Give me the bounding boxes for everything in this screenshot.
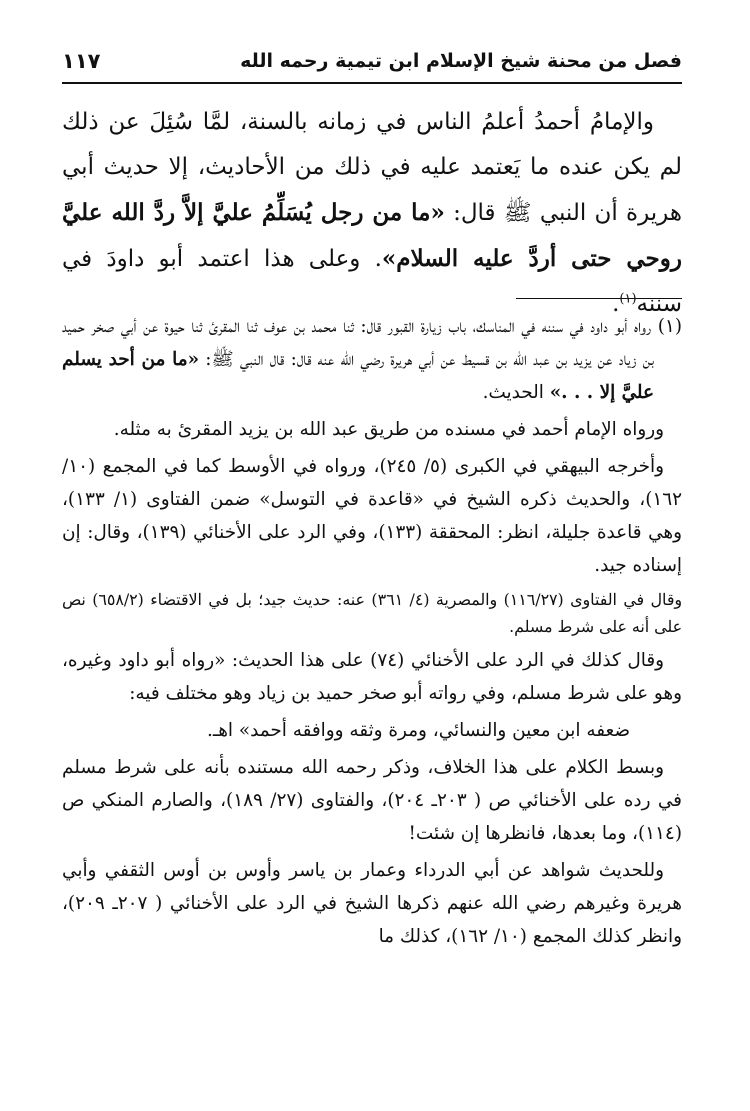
main-paragraph (62, 100, 682, 327)
book-page (62, 0, 682, 1111)
footnote-quote-line: ضعفه ابن معين والنسائي، ومرة وثقه ووافقه أحمد» اهـ. (206, 720, 630, 741)
main-text-b: . وعلى هذا اعتمد أبو داودَ في سننه (62, 246, 682, 317)
main-text (62, 100, 682, 327)
footnote-ref: (١) (619, 291, 637, 307)
footnote-small-note: وقال في الفتاوى (١١٦/٢٧) والمصرية (٤/ ٣٦١) عنه: حديث جيد؛ بل في الاقتضاء (٦٥٨/٢) نص على أنه على شرط مسلم. (62, 590, 682, 636)
footnote-rule (516, 298, 682, 299)
header-rule (62, 82, 682, 84)
footnotes (62, 310, 682, 957)
footnote-1-text: (١) رواه أبو داود في سننه في المناسك، باب زيارة القبور قال: ثنا محمد بن عوف ثنا المقرئ ثنا حيوة عن أبي صخر حميد بن زياد عن يزيد بن عبد الله بن قسيط عن أبي هريرة رضي الله عنه قال: قال النبي ﷺ: (62, 316, 682, 370)
main-text-end: . (612, 291, 620, 317)
footnote-1 (62, 310, 682, 409)
footnote-1-quote: «ما من أحد يسلم عليَّ إلا . . .» (62, 349, 654, 403)
footnote-1-end: الحديث. (482, 382, 550, 403)
main-text-a: والإمامُ أحمدُ أعلمُ الناس في زمانه بالسنة، لمَّا سُئِلَ عن ذلك لم يكن عنده ما يَعتمد عليه في ذلك من الأحاديث، إلا حديث أبي هريرة أن النبي ﷺ قال: (62, 109, 682, 226)
footnote-para-bayhaqi: وأخرجه البيهقي في الكبرى (٥/ ٢٤٥)، ورواه في الأوسط كما في المجمع (١٠/ ١٦٢)، والحديث ذكره الشيخ في «قاعدة في التوسل» ضمن الفتاوى (١/ ١٣٣)، وهي قاعدة جليلة، انظر: المحققة (١٣٣)، وفي الرد على الأخنائي (١٣٩)، وقال: إن إسناده جيد. (62, 456, 683, 576)
footnote-para-shawahid: وللحديث شواهد عن أبي الدرداء وعمار بن ياسر وأوس بن أوس الثقفي وأبي هريرة وغيرهم رضي الله عنهم ذكرها الشيخ في الرد على الأخنائي ( ٢٠٧ـ ٢٠٩)، وانظر كذلك المجمع (١٠/ ١٦٢)، كذلك ما (62, 860, 682, 947)
footnote-para-ahmad: ورواه الإمام أحمد في مسنده من طريق عبد الله بن يزيد المقرئ به مثله. (113, 419, 664, 440)
footnote-para-akhnai: وقال كذلك في الرد على الأخنائي (٧٤) على هذا الحديث: «رواه أبو داود وغيره، وهو على شرط مسلم، وفي رواته أبو صخر حميد بن زياد وهو مختلف فيه: (62, 650, 682, 704)
hadith-quote: «ما من رجل يُسَلِّمُ عليَّ إلاَّ ردَّ الله عليَّ روحي حتى أردَّ عليه السلام» (62, 199, 682, 272)
running-header (62, 44, 682, 78)
footnote-para-muslim: وبسط الكلام على هذا الخلاف، وذكر رحمه الله مستنده بأنه على شرط مسلم في رده على الأخنائي ص ( ٢٠٣ـ ٢٠٤)، والفتاوى (٢٧/ ١٨٩)، والصارم المنكي ص (١١٤)، وما بعدها، فانظرها إن شئت! (62, 757, 682, 844)
running-title: فصل من محنة شيخ الإسلام ابن تيمية رحمه الله (240, 50, 682, 72)
page-number: ١١٧ (62, 49, 101, 73)
